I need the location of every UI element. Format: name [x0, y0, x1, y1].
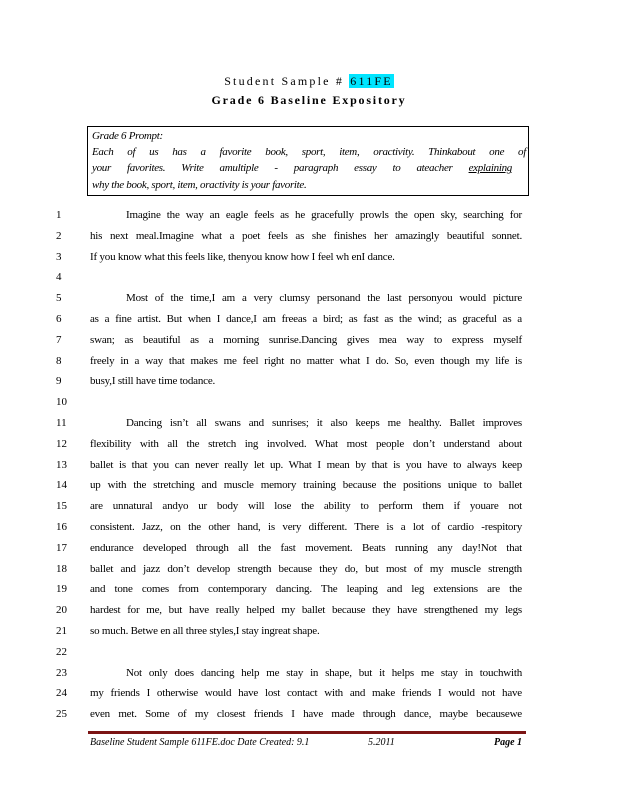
prompt-box	[87, 126, 529, 196]
essay-line-text: flexibility with all the stretch ing involved. What most people don’t understand about	[90, 438, 522, 450]
line-number: 22	[56, 646, 67, 658]
essay-line-text: my friends I otherwise would have lost contact with and make friends I would not have	[90, 687, 522, 699]
line-number: 4	[56, 271, 62, 283]
line-number: 9	[56, 375, 62, 387]
line-number: 24	[56, 687, 67, 699]
sample-id-highlight: 611FE	[350, 74, 393, 88]
essay-line-text: freely in a way that makes me feel right no matter what I do. So, even though my life is	[90, 355, 522, 367]
essay-line-text: Imagine the way an eagle feels as he gracefully prowls the open sky, searching for	[126, 209, 522, 221]
essay-line-text: as a fine artist. But when I dance,I am freeas a bird; as fast as the wind; as graceful as a	[90, 313, 522, 325]
prompt-line-3	[92, 162, 512, 174]
line-number: 3	[56, 251, 62, 263]
prompt-line-3-text: your favorites. Write amultiple - paragraph essay to ateacher	[92, 162, 453, 174]
line-number: 13	[56, 459, 67, 471]
line-number: 8	[56, 355, 62, 367]
essay-line-text: hardest for me, but have really helped my ballet because they have strengthened my legs	[90, 604, 522, 616]
line-number: 1	[56, 209, 62, 221]
line-number: 17	[56, 542, 67, 554]
footer-filename: Baseline Student Sample 611FE.doc Date Created: 9.1	[90, 737, 310, 748]
essay-line-text: Dancing isn’t all swans and sunrises; it also keeps me healthy. Ballet improves	[126, 417, 522, 429]
line-number: 12	[56, 438, 67, 450]
line-number: 11	[56, 417, 67, 429]
footer-rule	[88, 731, 526, 734]
essay-line-text: busy,I still have time todance.	[90, 375, 216, 387]
title-prefix: Student Sample #	[224, 74, 350, 88]
prompt-underlined-word: explaining	[468, 162, 512, 174]
essay-line-text: his next meal.Imagine what a poet feels as she finishes her amazingly beautiful sonnet.	[90, 230, 522, 242]
line-number: 7	[56, 334, 62, 346]
line-number: 23	[56, 667, 67, 679]
essay-line-text: swan; as beautiful as a morning sunrise.Dancing gives mea way to express myself	[90, 334, 522, 346]
essay-line-text: If you know what this feels like, thenyou know how I feel wh enI dance.	[90, 251, 395, 263]
line-number: 5	[56, 292, 62, 304]
line-number: 10	[56, 396, 67, 408]
essay-line-text: even met. Some of my closest friends I have made through dance, maybe becausewe	[90, 708, 522, 720]
essay-line-text: ballet is that you can never really let up. What I mean by that is you have to always keep	[90, 459, 522, 471]
essay-line-text: ballet and jazz don’t develop strength because they do, but most of my muscle strength	[90, 563, 522, 575]
line-number: 21	[56, 625, 67, 637]
essay-line-text: consistent. Jazz, on the other hand, is very different. There is a lot of cardio -respitory	[90, 521, 522, 533]
prompt-heading: Grade 6 Prompt:	[92, 130, 163, 142]
footer-date: 5.2011	[368, 737, 395, 748]
essay-line-text: and tone comes from contemporary dancing. The leaping and leg extensions are the	[90, 583, 522, 595]
essay-line-text: endurance developed through all the fast movement. Beats running any day!Not that	[90, 542, 522, 554]
line-number: 2	[56, 230, 62, 242]
document-title	[0, 74, 618, 89]
line-number: 16	[56, 521, 67, 533]
prompt-line-4: why the book, sport, item, oractivity is your favorite.	[92, 179, 307, 191]
line-number: 20	[56, 604, 67, 616]
document-subtitle: Grade 6 Baseline Expository	[211, 93, 407, 107]
line-number: 25	[56, 708, 67, 720]
essay-line-text: are unnatural andyo ur body will lose the ability to perform them if youare not	[90, 500, 522, 512]
line-number: 19	[56, 583, 67, 595]
line-number: 15	[56, 500, 67, 512]
prompt-line-2: Each of us has a favorite book, sport, item, oractivity. Thinkabout one of	[92, 146, 526, 158]
essay-line-text: Not only does dancing help me stay in shape, but it helps me stay in touchwith	[126, 667, 522, 679]
line-number: 14	[56, 479, 67, 491]
line-number: 6	[56, 313, 62, 325]
essay-line-text: so much. Betwe en all three styles,I stay ingreat shape.	[90, 625, 320, 637]
footer-page-number: Page 1	[494, 737, 523, 748]
essay-line-text: Most of the time,I am a very clumsy personand the last personyou would picture	[126, 292, 522, 304]
essay-line-text: up with the stretching and muscle memory training because the positions unique to ballet	[90, 479, 522, 491]
line-number: 18	[56, 563, 67, 575]
